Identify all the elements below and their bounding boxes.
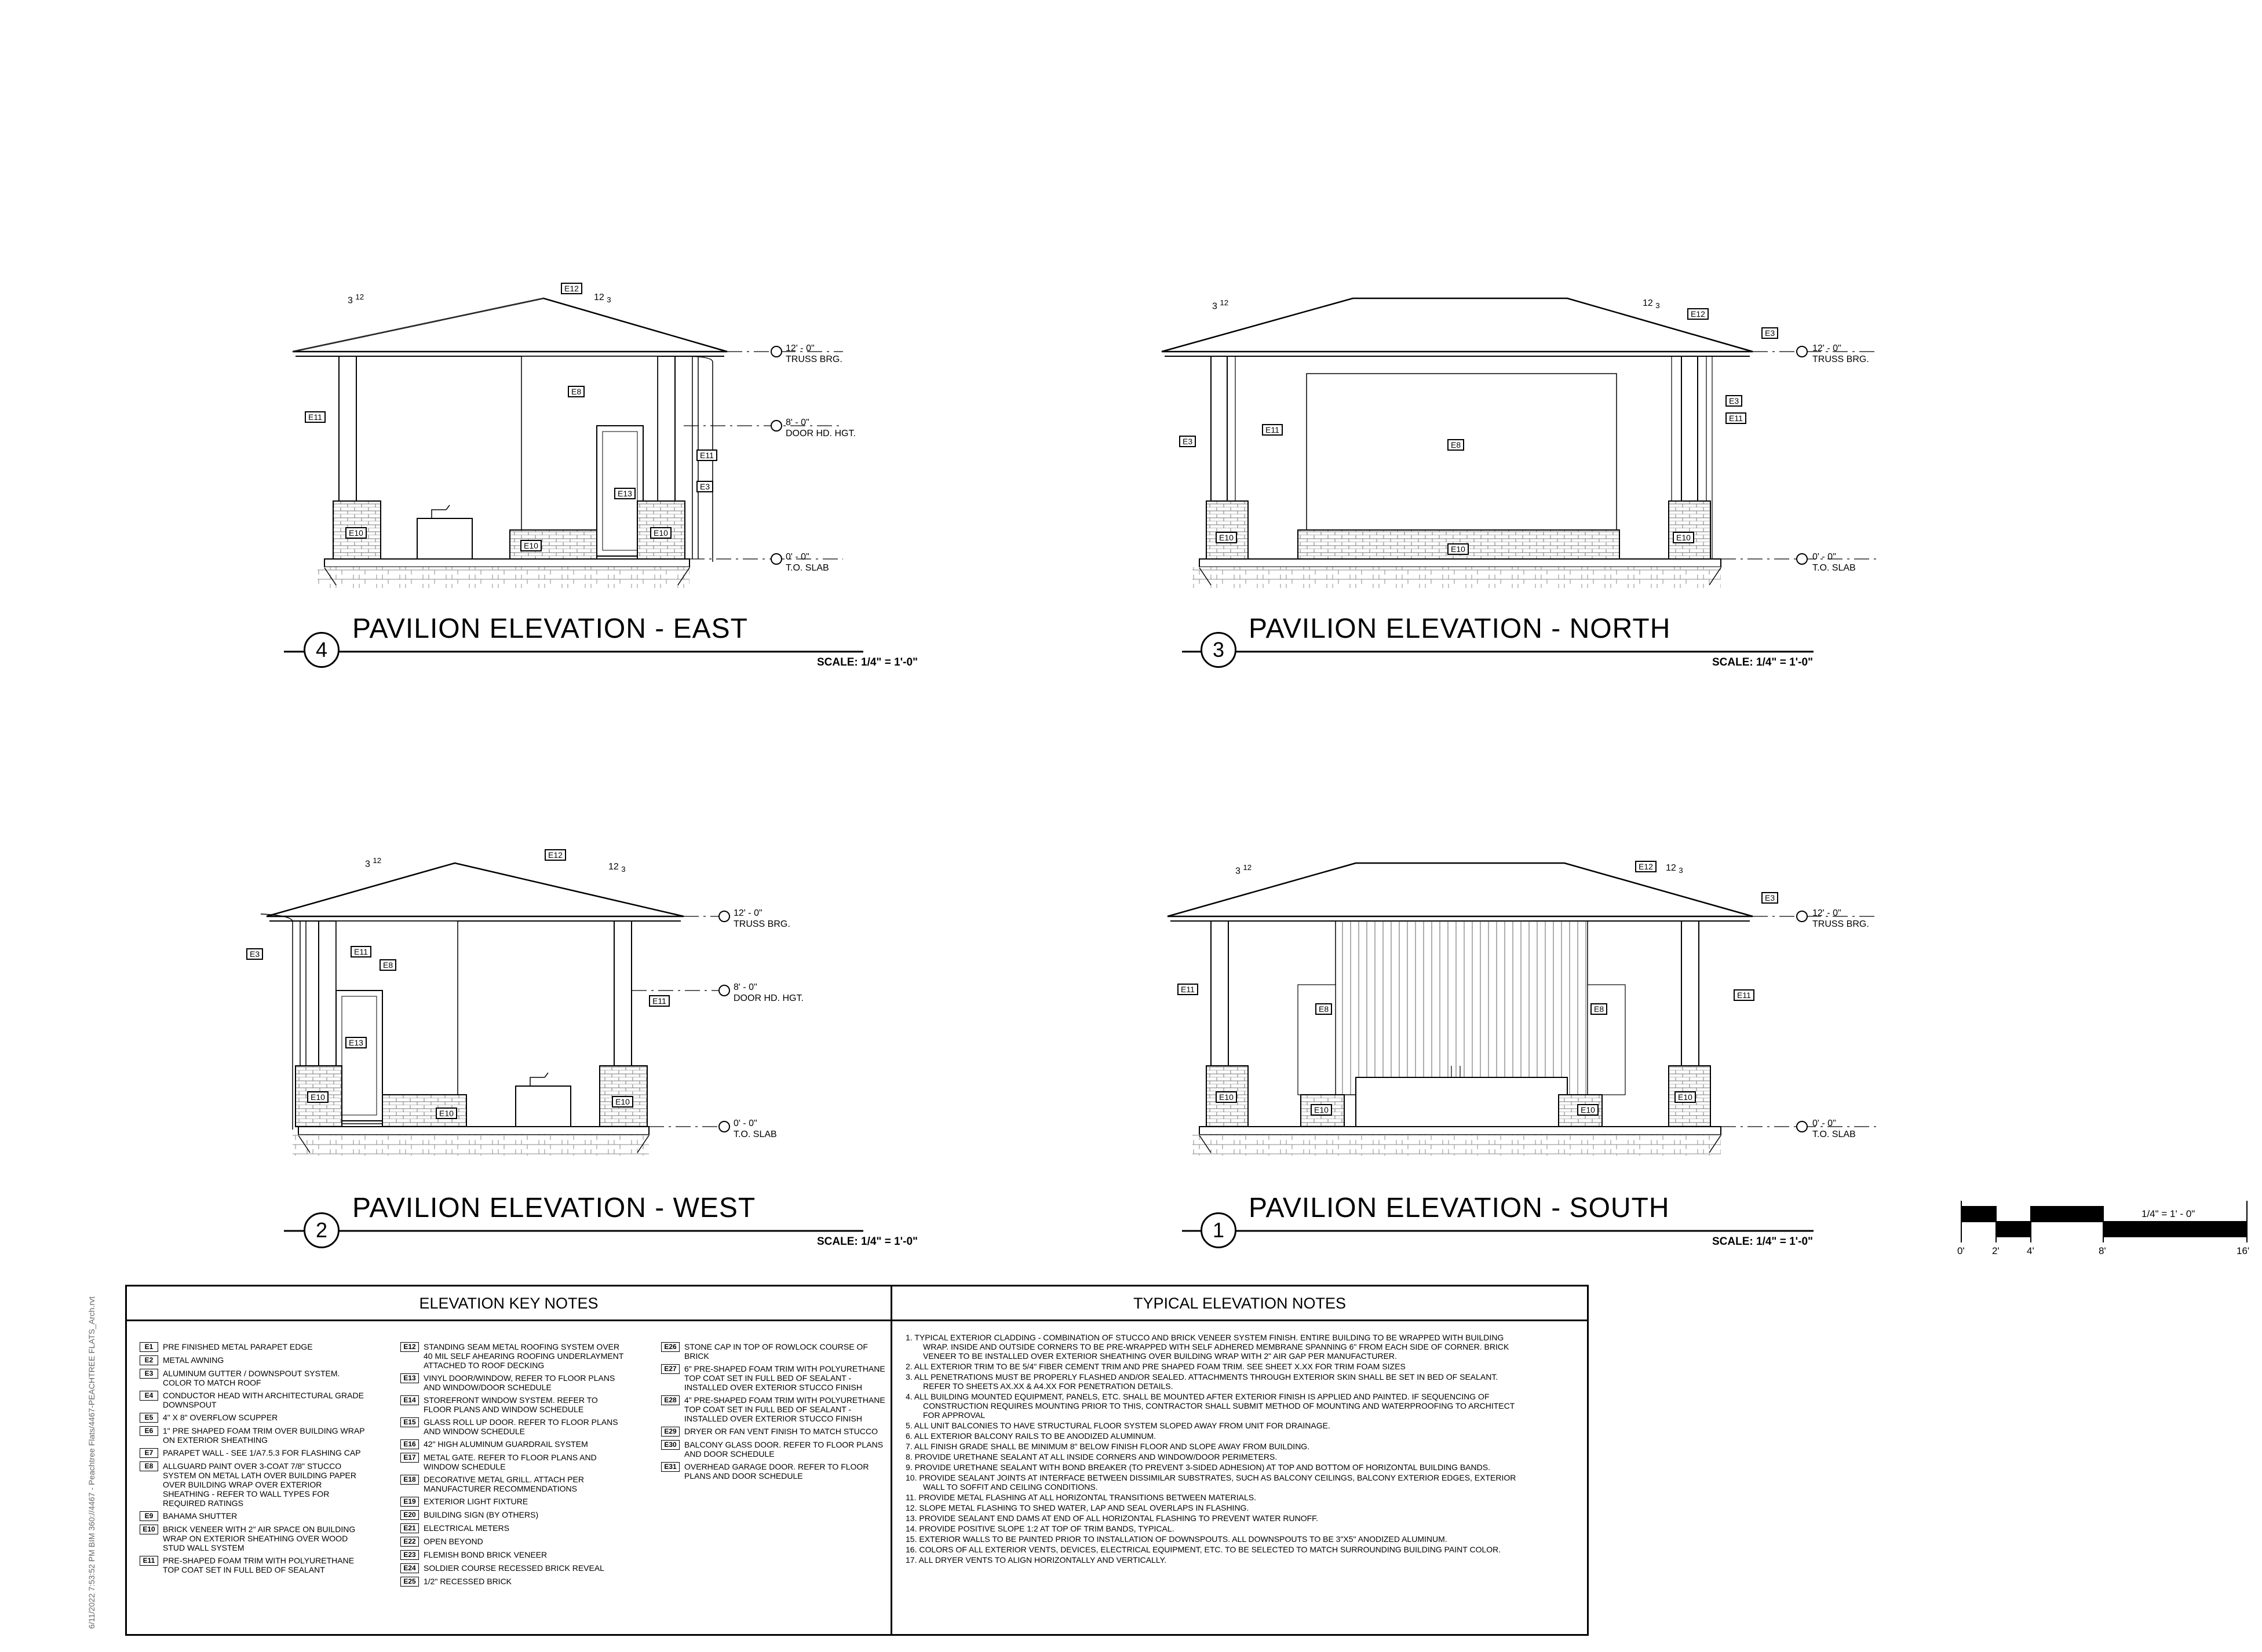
keynote-tag-e10: E10 [1447,543,1469,555]
elevation-north-scale: SCALE: 1/4" = 1'-0" [1712,656,1814,668]
key-note-code: E31 [661,1462,680,1472]
slope-indicator: 3 $^{12}$ [1212,298,1229,312]
key-note-code: E13 [400,1373,419,1383]
key-note-text: 4" X 8" OVERFLOW SCUPPER [163,1413,278,1422]
key-note-text: EXTERIOR LIGHT FIXTURE [424,1497,528,1506]
key-note-code: E15 [400,1417,419,1427]
keynote-tag-e8: E8 [1590,1003,1607,1015]
keynote-tag-e11: E11 [649,995,670,1007]
key-note-text: 6" PRE-SHAPED FOAM TRIM WITH POLYURETHANE TOP COAT SET IN FULL BED OF SEALANT - INSTALLED OVER EXTERIOR STUCCO FINISH [684,1364,885,1392]
elevation-north-title: PAVILION ELEVATION - NORTH [1249,613,1671,644]
typical-note-item: 16. COLORS OF ALL EXTERIOR VENTS, DEVICES, ELECTRICAL EQUIPMENT, ETC. TO BE SELECTED TO MATCH SURROUNDING BUILDING PAINT COLOR. [906,1545,1501,1554]
bar-scale-tick: 0' [1957,1245,1965,1256]
key-note-item [661,1427,893,1437]
typical-note-item: 2. ALL EXTERIOR TRIM TO BE 5/4" FIBER CEMENT TRIM AND PRE SHAPED FOAM TRIM. SEE SHEET X.XX FOR TRIM FOAM SIZES [906,1362,1406,1371]
keynote-tag-e10: E10 [650,527,672,539]
level-slab-west: 0' - 0" T.O. SLAB [734,1119,777,1139]
key-note-code: E28 [661,1395,680,1405]
slope-indicator: 12 $_3$ [1643,298,1660,310]
key-note-code: E10 [140,1525,158,1534]
key-note-item [661,1462,893,1481]
sheet-file-path: 6/11/2022 7:53:52 PM BIM 360://4467 - Peachtree Flats/4467-PEACHTREE FLATS_Arch.rvt [87,1296,96,1629]
key-note-text: METAL AWNING [163,1355,224,1365]
elevation-east-title: PAVILION ELEVATION - EAST [352,613,748,644]
keynote-tag-e12: E12 [1635,861,1657,872]
level-door-west: 8' - 0" DOOR HD. HGT. [734,982,804,1003]
key-note-item [140,1413,371,1423]
key-note-text: 1/2" RECESSED BRICK [424,1577,512,1586]
key-notes-column-1 [140,1342,371,1578]
keynote-tag-e10: E10 [1216,1091,1237,1103]
key-note-code: E17 [400,1453,419,1463]
keynote-tag-e10: E10 [307,1091,329,1103]
key-note-code: E25 [400,1577,419,1587]
key-note-item [140,1355,371,1365]
elevation-west-scale: SCALE: 1/4" = 1'-0" [817,1236,918,1248]
slope-indicator: 12 $_3$ [594,293,611,305]
key-note-item [140,1461,371,1508]
typical-note-item: 5. ALL UNIT BALCONIES TO HAVE STRUCTURAL FLOOR SYSTEM SLOPED AWAY FROM UNIT FOR DRAINAGE. [906,1421,1330,1430]
typical-note-item: 1. TYPICAL EXTERIOR CLADDING - COMBINATION OF STUCCO AND BRICK VENEER SYSTEM FINISH. ENTIRE BUILDING TO BE WRAPPED WITH BUILDING WRAP. INSIDE AND OUTSIDE CORNERS TO BE PRE-WRAPPED WITH SELF ADHERED MEMBRANE SPANNING 6" FROM EACH SIDE OF CORNER. BRICK VENEER TO BE INSTALLED OVER EXTERIOR SHEATHING OVER BUILDING WRAP WITH 2" AIR GAP PER MANUFACTURER. [906,1333,1509,1361]
keynote-tag-e11: E11 [1177,984,1198,995]
key-note-text: BUILDING SIGN (BY OTHERS) [424,1510,539,1519]
key-note-text: 4" PRE-SHAPED FOAM TRIM WITH POLYURETHANE TOP COAT SET IN FULL BED OF SEALANT - INSTALLED OVER EXTERIOR STUCCO FINISH [684,1395,885,1423]
elevation-west-title: PAVILION ELEVATION - WEST [352,1193,756,1223]
key-note-text: OVERHEAD GARAGE DOOR. REFER TO FLOOR PLANS AND DOOR SCHEDULE [684,1462,869,1481]
key-note-code: E2 [140,1355,158,1365]
key-note-text: 1" PRE SHAPED FOAM TRIM OVER BUILDING WRAP ON EXTERIOR SHEATHING [163,1426,365,1445]
keynote-tag-e12: E12 [1687,308,1709,320]
key-note-text: CONDUCTOR HEAD WITH ARCHITECTURAL GRADE DOWNSPOUT [163,1391,364,1409]
level-truss-west: 12' - 0" TRUSS BRG. [734,908,790,929]
key-note-item [661,1395,893,1423]
typical-note-item: 10. PROVIDE SEALANT JOINTS AT INTERFACE BETWEEN DISSIMILAR SUBSTRATES, SUCH AS BALCONY CEILINGS, BALCONY EXTERIOR EDGES, EXTERIOR WALL TO SOFFIT AND CEILING CONDITIONS. [906,1473,1516,1492]
key-note-code: E30 [661,1440,680,1450]
key-note-item [400,1417,632,1436]
key-note-item [661,1364,893,1392]
slope-indicator: 12 $_3$ [1666,863,1683,875]
level-truss-north: 12' - 0" TRUSS BRG. [1812,343,1869,364]
typical-note-item: 15. EXTERIOR WALLS TO BE PAINTED PRIOR TO INSTALLATION OF DOWNSPOUTS. ALL DOWNSPOUTS TO BE 3"X5" ANODIZED ALUMINUM. [906,1534,1447,1544]
keynote-tag-e11: E11 [1734,989,1754,1001]
key-note-item [400,1563,632,1573]
keynote-tag-e10: E10 [1673,532,1694,543]
key-note-code: E20 [400,1510,419,1520]
typical-note-item: 8. PROVIDE URETHANE SEALANT AT ALL INSIDE CORNERS AND WINDOW/DOOR PERIMETERS. [906,1452,1278,1461]
typical-note-item: 3. ALL PENETRATIONS MUST BE PROPERLY FLASHED AND/OR SEALED. ATTACHMENTS THROUGH EXTERIOR SKIN SHALL BE SET IN BED OF SEALANT. REFER TO SHEETS AX.XX & A4.XX FOR PENETRATION DETAILS. [906,1372,1498,1391]
keynote-tag-e10: E10 [1216,532,1237,543]
keynote-tag-e10: E10 [345,527,367,539]
key-note-item [140,1448,371,1458]
level-markers [719,346,1807,1132]
key-note-text: BALCONY GLASS DOOR. REFER TO FLOOR PLANS AND DOOR SCHEDULE [684,1440,884,1459]
key-note-code: E23 [400,1550,419,1560]
level-door-east: 8' - 0" DOOR HD. HGT. [786,418,856,438]
key-note-text: DECORATIVE METAL GRILL. ATTACH PER MANUFACTURER RECOMMENDATIONS [424,1475,584,1493]
key-note-text: FLEMISH BOND BRICK VENEER [424,1550,548,1559]
keynote-tag-e10: E10 [1577,1104,1599,1116]
keynote-tag-e3: E3 [696,481,713,492]
graphic-bar-scale [1961,1201,2247,1242]
keynote-tag-e11: E11 [351,946,371,957]
key-note-text: 42" HIGH ALUMINUM GUARDRAIL SYSTEM [424,1439,588,1449]
key-notes-column-3 [661,1342,893,1484]
elevation-south-scale: SCALE: 1/4" = 1'-0" [1712,1236,1814,1248]
key-note-code: E29 [661,1427,680,1437]
key-note-item [140,1391,371,1409]
bar-scale-label: 1/4" = 1' - 0" [2141,1208,2195,1219]
key-note-text: PRE FINISHED METAL PARAPET EDGE [163,1342,313,1351]
slope-indicator: 3 $^{12}$ [348,293,364,306]
key-note-text: VINYL DOOR/WINDOW, REFER TO FLOOR PLANS AND WINDOW/DOOR SCHEDULE [424,1373,615,1392]
keynote-tag-e8: E8 [568,386,585,397]
key-note-item [400,1342,632,1370]
key-note-item [140,1426,371,1445]
key-note-code: E12 [400,1342,419,1352]
key-note-item [400,1453,632,1471]
key-note-item [400,1475,632,1493]
bar-scale-tick: 16' [2237,1245,2250,1256]
bar-scale-tick: 4' [2027,1245,2034,1256]
typical-notes-list [906,1333,1520,1566]
key-note-item [400,1523,632,1533]
key-note-text: ALLGUARD PAINT OVER 3-COAT 7/8" STUCCO SYSTEM ON METAL LATH OVER BUILDING PAPER OVER BUILDING WRAP OVER EXTERIOR SHEATHING - REFER TO WALL TYPES FOR REQUIRED RATINGS [163,1461,356,1508]
key-note-item [140,1342,371,1352]
key-note-text: PRE-SHAPED FOAM TRIM WITH POLYURETHANE TOP COAT SET IN FULL BED OF SEALANT [163,1556,355,1574]
key-note-code: E14 [400,1395,419,1405]
slope-indicator: 3 $^{12}$ [365,856,382,869]
key-note-text: STONE CAP IN TOP OF ROWLOCK COURSE OF BRICK [684,1342,868,1361]
key-note-item [400,1537,632,1547]
key-note-code: E22 [400,1537,419,1547]
keynote-tag-e10: E10 [520,540,542,551]
typical-note-item: 11. PROVIDE METAL FLASHING AT ALL HORIZONTAL TRANSITIONS BETWEEN MATERIALS. [906,1493,1256,1502]
key-note-text: BAHAMA SHUTTER [163,1511,238,1521]
key-note-code: E27 [661,1364,680,1374]
keynote-tag-e3: E3 [1761,892,1778,904]
notes-header-rule [127,1320,1587,1321]
key-note-text: METAL GATE. REFER TO FLOOR PLANS AND WINDOW SCHEDULE [424,1453,597,1471]
key-note-item [140,1369,371,1387]
key-note-code: E11 [140,1556,158,1566]
typical-note-item: 6. ALL EXTERIOR BALCONY RAILS TO BE ANODIZED ALUMINUM. [906,1431,1156,1441]
typical-notes-heading: TYPICAL ELEVATION NOTES [1133,1295,1347,1312]
key-note-item [400,1510,632,1520]
keynote-tag-e11: E11 [696,449,717,461]
elevation-south-number: 1 [1201,1212,1236,1248]
key-note-code: E4 [140,1391,158,1401]
keynote-tag-e10: E10 [1311,1104,1332,1116]
elevation-east-scale: SCALE: 1/4" = 1'-0" [817,656,918,668]
key-note-text: GLASS ROLL UP DOOR. REFER TO FLOOR PLANS AND WINDOW SCHEDULE [424,1417,618,1436]
key-note-code: E5 [140,1413,158,1423]
key-note-code: E16 [400,1439,419,1449]
key-note-code: E1 [140,1342,158,1352]
keynote-tag-e11: E11 [1725,412,1746,424]
key-note-text: ALUMINUM GUTTER / DOWNSPOUT SYSTEM. COLOR TO MATCH ROOF [163,1369,340,1387]
keynote-tag-e11: E11 [1262,424,1283,436]
typical-note-item: 13. PROVIDE SEALANT END DAMS AT END OF ALL HORIZONTAL FLASHING TO PREVENT WATER RUNOFF. [906,1514,1319,1523]
level-slab-north: 0' - 0" T.O. SLAB [1812,552,1856,573]
keynote-tag-e13: E13 [614,488,636,499]
key-note-code: E3 [140,1369,158,1379]
typical-note-item: 9. PROVIDE URETHANE SEALANT WITH BOND BREAKER (TO PREVENT 3-SIDED ADHESION) AT TOP AND BOTTOM OF HORIZONTAL BUILDING BANDS. [906,1463,1490,1472]
key-note-item [140,1556,371,1574]
key-note-code: E8 [140,1461,158,1471]
level-slab-east: 0' - 0" T.O. SLAB [786,552,829,573]
bar-scale-tick: 2' [1992,1245,2000,1256]
elevation-north-drawing [1162,298,1877,652]
key-note-code: E7 [140,1448,158,1458]
level-truss-south: 12' - 0" TRUSS BRG. [1812,908,1869,929]
keynote-tag-e3: E3 [1725,395,1742,407]
key-notes-heading: ELEVATION KEY NOTES [419,1295,599,1312]
level-slab-south: 0' - 0" T.O. SLAB [1812,1119,1856,1139]
key-note-item [400,1373,632,1392]
typical-note-item: 17. ALL DRYER VENTS TO ALIGN HORIZONTALLY AND VERTICALLY. [906,1555,1166,1565]
typical-note-item: 12. SLOPE METAL FLASHING TO SHED WATER, LAP AND SEAL OVERLAPS IN FLASHING. [906,1503,1249,1512]
keynote-tag-e10: E10 [612,1096,633,1108]
key-note-item [400,1497,632,1507]
keynote-tag-e12: E12 [545,849,566,861]
keynote-tag-e11: E11 [305,411,326,423]
key-note-item [140,1525,371,1552]
key-note-code: E9 [140,1511,158,1521]
typical-note-item: 14. PROVIDE POSITIVE SLOPE 1:2 AT TOP OF TRIM BANDS, TYPICAL. [906,1524,1174,1533]
notes-table [125,1285,1589,1636]
key-note-text: STOREFRONT WINDOW SYSTEM. REFER TO FLOOR PLANS AND WINDOW SCHEDULE [424,1395,598,1414]
key-note-item [400,1577,632,1587]
key-note-text: BRICK VENEER WITH 2" AIR SPACE ON BUILDING WRAP ON EXTERIOR SHEATHING OVER WOOD STUD WALL SYSTEM [163,1525,356,1552]
key-note-text: STANDING SEAM METAL ROOFING SYSTEM OVER 40 MIL SELF AHEARING ROOFING UNDERLAYMENT ATTACHED TO ROOF DECKING [424,1342,624,1370]
key-note-item [400,1550,632,1560]
keynote-tag-e10: E10 [436,1108,457,1119]
key-note-item [140,1511,371,1521]
key-note-code: E18 [400,1475,419,1485]
key-note-text: DRYER OR FAN VENT FINISH TO MATCH STUCCO [684,1427,878,1436]
elevation-east-number: 4 [304,632,340,668]
key-notes-column-2 [400,1342,632,1590]
key-note-item [400,1439,632,1449]
keynote-tag-e3: E3 [1761,327,1778,339]
slope-indicator: 12 $_3$ [608,862,626,874]
key-note-item [400,1395,632,1414]
key-note-text: OPEN BEYOND [424,1537,483,1546]
keynote-tag-e3: E3 [1179,436,1196,447]
keynote-tag-e8: E8 [1447,439,1464,451]
key-note-code: E19 [400,1497,419,1507]
elevation-north-number: 3 [1201,632,1236,668]
keynote-tag-e3: E3 [246,948,263,960]
level-truss-east: 12' - 0" TRUSS BRG. [786,343,842,364]
key-note-code: E6 [140,1426,158,1436]
typical-note-item: 7. ALL FINISH GRADE SHALL BE MINIMUM 8" BELOW FINISH FLOOR AND SLOPE AWAY FROM BUILDING. [906,1442,1310,1451]
keynote-tag-e12: E12 [561,283,582,294]
elevation-west-number: 2 [304,1212,340,1248]
key-note-text: SOLDIER COURSE RECESSED BRICK REVEAL [424,1563,604,1573]
elevation-south-title: PAVILION ELEVATION - SOUTH [1249,1193,1670,1223]
key-note-item [661,1440,893,1459]
slope-indicator: 3 $^{12}$ [1235,863,1252,876]
keynote-tag-e13: E13 [345,1037,367,1048]
elevation-south-drawing [1168,863,1877,1231]
bar-scale-tick: 8' [2099,1245,2106,1256]
key-note-code: E21 [400,1523,419,1533]
key-note-code: E26 [661,1342,680,1352]
key-note-item [661,1342,893,1361]
keynote-tag-e10: E10 [1674,1091,1696,1103]
typical-note-item: 4. ALL BUILDING MOUNTED EQUIPMENT, PANELS, ETC. SHALL BE MOUNTED AFTER EXTERIOR FINISH IS APPLIED AND PAINTED. IF SEQUENCING OF CONSTRUCTION REQUIRES MOUNTING PRIOR TO THIS, CONTRACTOR SHALL SUBMIT METHOD OF MOUNTING AND WATERPROOFING TO ARCHITECT FOR APPROVAL [906,1392,1515,1420]
keynote-tag-e8: E8 [380,959,396,971]
key-note-text: PARAPET WALL - SEE 1/A7.5.3 FOR FLASHING CAP [163,1448,361,1457]
key-note-code: E24 [400,1563,419,1573]
keynote-tag-e8: E8 [1315,1003,1332,1015]
key-note-text: ELECTRICAL METERS [424,1523,510,1533]
